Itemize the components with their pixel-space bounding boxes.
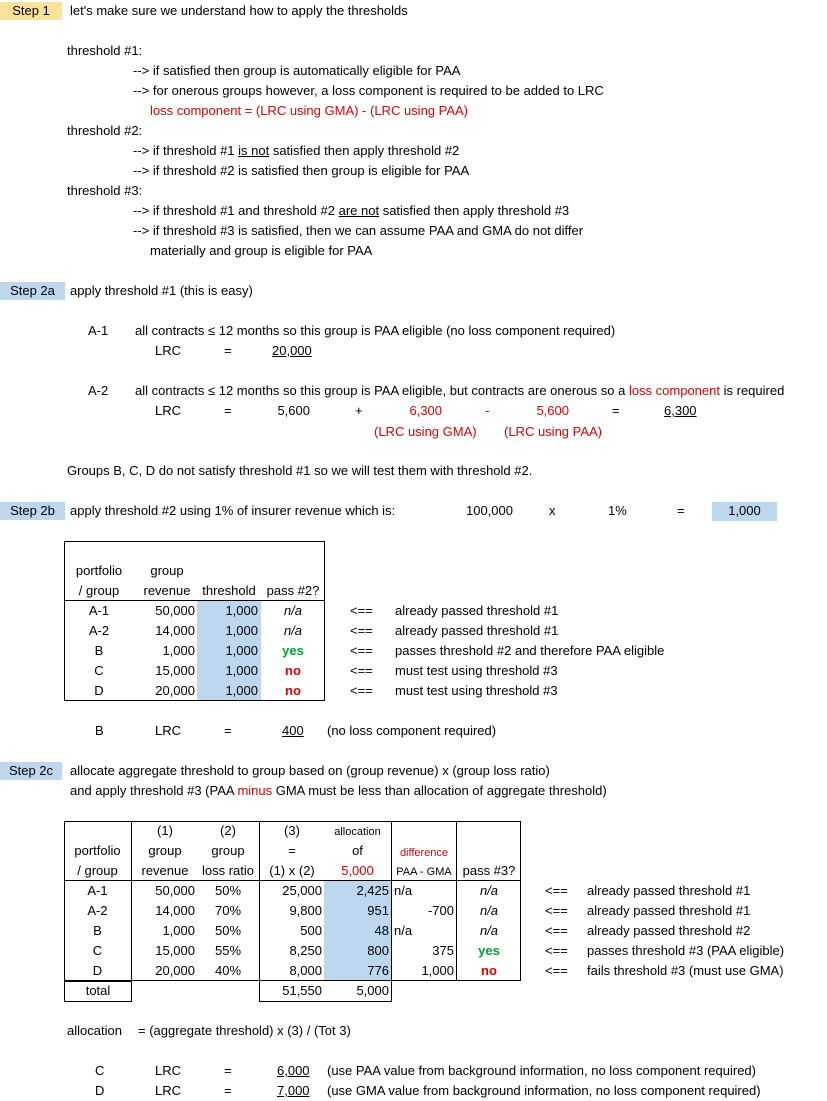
total-label: total: [85, 983, 111, 998]
d-final-label: D: [95, 1083, 105, 1098]
row-loss-ratio: 70%: [215, 903, 242, 918]
c-final-lrc-label: LRC: [155, 1063, 182, 1078]
row-note: fails threshold #3 (must use GMA): [587, 963, 784, 978]
row-revenue: 14,000: [155, 903, 195, 918]
d-final-equals: =: [224, 1083, 232, 1098]
row-pass: yes: [282, 643, 304, 658]
row-note: already passed threshold #1: [395, 623, 559, 638]
a2-label: A-2: [88, 383, 109, 398]
row-note: must test using threshold #3: [395, 663, 558, 678]
row-revenue: 1,000: [162, 923, 195, 938]
row-group: C: [92, 943, 103, 958]
total-allocation: 5,000: [356, 983, 389, 998]
row-pass: n/a: [283, 603, 303, 618]
c-revenue-header-2: group: [148, 843, 182, 858]
row-allocation: 800: [367, 943, 389, 958]
allocation-formula-label: allocation: [67, 1023, 122, 1038]
col-pass2-header: pass #2?: [266, 583, 320, 598]
row-group: B: [94, 643, 104, 658]
c-portfolio-header-2: / group: [77, 863, 118, 878]
row-arrow: <==: [350, 683, 373, 698]
threshold-3-rule-b: --> if threshold #3 is satisfied, then we can assume PAA and GMA do not differ: [133, 223, 584, 238]
row-pass: n/a: [479, 883, 499, 898]
row-pass: yes: [478, 943, 500, 958]
row-revenue: 15,000: [155, 943, 195, 958]
row-arrow: <==: [545, 883, 568, 898]
equals-sign: =: [677, 503, 685, 518]
c-portfolio-header-1: portfolio: [74, 843, 121, 858]
c-pass3-header: pass #3?: [462, 863, 516, 878]
row-allocation: 2,425: [356, 883, 389, 898]
total-product: 51,550: [282, 983, 322, 998]
c-allocation-header-1: allocation: [334, 826, 381, 838]
threshold-2-title: threshold #2:: [67, 123, 143, 138]
c-allocation-header-3: 5,000: [341, 863, 374, 878]
col-threshold-header: threshold: [202, 583, 256, 598]
row-arrow: <==: [350, 623, 373, 638]
a2-value-gma: 6,300: [409, 403, 442, 418]
threshold-3-title: threshold #3:: [67, 183, 143, 198]
row-revenue: 50,000: [155, 603, 195, 618]
step-1-label: Step 1: [12, 3, 50, 18]
row-arrow: <==: [545, 943, 568, 958]
row-revenue: 14,000: [155, 623, 195, 638]
col-portfolio-header-2: / group: [78, 583, 120, 598]
row-difference: -700: [427, 903, 454, 918]
row-difference: 1,000: [421, 963, 454, 978]
row-group: A-1: [88, 603, 110, 618]
row-revenue: 20,000: [155, 963, 195, 978]
c-revenue-header-3: revenue: [141, 863, 189, 878]
step-2b-label: Step 2b: [10, 503, 55, 518]
c-product-header-1: (3): [284, 823, 300, 838]
row-arrow: <==: [350, 603, 373, 618]
b-note: (no loss component required): [327, 723, 497, 738]
row-product: 500: [300, 923, 322, 938]
c-lossratio-header-3: loss ratio: [201, 863, 255, 878]
a2-equals: =: [224, 403, 232, 418]
a1-label: A-1: [88, 323, 109, 338]
row-pass: no: [285, 663, 301, 678]
step-2c-heading-2: and apply threshold #3 (PAA minus GMA must be less than allocation of aggregate threshold): [70, 783, 607, 798]
c-lossratio-header-1: (2): [220, 823, 236, 838]
a2-result: 6,300: [664, 403, 697, 418]
row-product: 8,250: [289, 943, 322, 958]
row-threshold: 1,000: [225, 623, 258, 638]
b-label: B: [95, 723, 104, 738]
row-difference: n/a: [394, 923, 413, 938]
table-2c-header-rule: [64, 880, 521, 881]
c-allocation-header-2: of: [352, 843, 363, 858]
a2-value-paa: 5,600: [536, 403, 569, 418]
row-note: must test using threshold #3: [395, 683, 558, 698]
a2-description: all contracts ≤ 12 months so this group is PAA eligible, but contracts are onerous so a loss component is required: [135, 383, 785, 398]
allocation-formula: = (aggregate threshold) x (3) / (Tot 3): [138, 1023, 351, 1038]
row-threshold: 1,000: [225, 683, 258, 698]
threshold-1-rule-b: --> for onerous groups however, a loss component is required to be added to LRC: [133, 83, 604, 98]
threshold-2-rule-a: --> if threshold #1 is not satisfied then apply threshold #2: [133, 143, 460, 158]
row-note: already passed threshold #1: [395, 603, 559, 618]
row-difference: 375: [432, 943, 454, 958]
loss-component-formula: loss component = (LRC using GMA) - (LRC using PAA): [150, 103, 469, 118]
row-group: D: [94, 683, 104, 698]
step-2a-heading: apply threshold #1 (this is easy): [70, 283, 253, 298]
row-loss-ratio: 40%: [215, 963, 242, 978]
row-note: already passed threshold #1: [587, 883, 751, 898]
c-product-header-3: (1) x (2): [269, 863, 315, 878]
threshold-3-rule-a: --> if threshold #1 and threshold #2 are not satisfied then apply threshold #3: [133, 203, 570, 218]
col-portfolio-header-1: portfolio: [75, 563, 123, 578]
a1-description: all contracts ≤ 12 months so this group is PAA eligible (no loss component required): [135, 323, 616, 338]
c-difference-header-1: difference: [399, 847, 449, 859]
row-product: 8,000: [289, 963, 322, 978]
col-revenue-header-2: revenue: [143, 583, 191, 598]
a2-plus: +: [355, 403, 363, 418]
row-product: 9,800: [289, 903, 322, 918]
a2-value-1: 5,600: [277, 403, 310, 418]
row-pass: no: [285, 683, 301, 698]
row-allocation: 48: [374, 923, 389, 938]
threshold-3-rule-c: materially and group is eligible for PAA: [150, 243, 373, 258]
a2-lrc-label: LRC: [155, 403, 182, 418]
row-allocation: 776: [367, 963, 389, 978]
row-arrow: <==: [545, 923, 568, 938]
a1-equals: =: [224, 343, 232, 358]
c-lossratio-header-2: group: [211, 843, 245, 858]
step-2c-heading-1: allocate aggregate threshold to group based on (group revenue) x (group loss ratio): [70, 763, 550, 778]
c-final-equals: =: [224, 1063, 232, 1078]
b-equals: =: [224, 723, 232, 738]
step-1-heading: let's make sure we understand how to apply the thresholds: [70, 3, 408, 18]
c-difference-header-2: PAA - GMA: [396, 866, 452, 878]
a2-minus: -: [485, 403, 490, 418]
c-final-lrc-value: 6,000: [277, 1063, 310, 1078]
total-bottom-rule: [259, 1001, 392, 1002]
row-loss-ratio: 50%: [215, 923, 242, 938]
row-group: A-1: [87, 883, 108, 898]
row-revenue: 15,000: [155, 663, 195, 678]
insurer-revenue: 100,000: [466, 503, 513, 518]
a1-lrc-value: 20,000: [272, 343, 312, 358]
row-note: already passed threshold #1: [587, 903, 751, 918]
row-loss-ratio: 55%: [215, 943, 242, 958]
row-pass: no: [481, 963, 497, 978]
d-final-note: (use GMA value from background information, no loss component required): [327, 1083, 761, 1098]
row-revenue: 20,000: [155, 683, 195, 698]
row-note: already passed threshold #2: [587, 923, 751, 938]
b-lrc-label: LRC: [155, 723, 182, 738]
row-group: B: [93, 923, 102, 938]
col-revenue-header-1: group: [150, 563, 184, 578]
threshold-result: 1,000: [728, 503, 761, 518]
step-2b-heading: apply threshold #2 using 1% of insurer revenue which is:: [70, 503, 396, 518]
times-sign: x: [549, 503, 556, 518]
threshold-1-rule-a: --> if satisfied then group is automatically eligible for PAA: [133, 63, 461, 78]
c-final-note: (use PAA value from background information, no loss component required): [327, 1063, 756, 1078]
a1-lrc-label: LRC: [155, 343, 182, 358]
row-threshold: 1,000: [225, 643, 258, 658]
row-group: A-2: [87, 903, 108, 918]
groups-note: Groups B, C, D do not satisfy threshold #1 so we will test them with threshold #2.: [67, 463, 533, 478]
row-note: passes threshold #2 and therefore PAA eligible: [395, 643, 665, 658]
threshold-2-rule-b: --> if threshold #2 is satisfied then group is eligible for PAA: [133, 163, 470, 178]
row-threshold: 1,000: [225, 603, 258, 618]
row-difference: n/a: [394, 883, 413, 898]
row-group: D: [92, 963, 103, 978]
a2-equals-2: =: [612, 403, 620, 418]
c-revenue-header-1: (1): [157, 823, 173, 838]
c-product-header-2: =: [288, 843, 296, 858]
row-pass: n/a: [479, 903, 499, 918]
table-2b-header-rule: [64, 600, 325, 601]
c-final-label: C: [95, 1063, 105, 1078]
threshold-1-title: threshold #1:: [67, 43, 143, 58]
row-allocation: 951: [367, 903, 389, 918]
threshold-percent: 1%: [608, 503, 627, 518]
row-loss-ratio: 50%: [215, 883, 242, 898]
d-final-lrc-value: 7,000: [277, 1083, 310, 1098]
d-final-lrc-label: LRC: [155, 1083, 182, 1098]
row-arrow: <==: [350, 643, 373, 658]
step-2c-label: Step 2c: [8, 763, 54, 778]
step-2a-label: Step 2a: [10, 283, 55, 298]
a2-note-paa: (LRC using PAA): [504, 424, 603, 439]
row-threshold: 1,000: [225, 663, 258, 678]
row-arrow: <==: [545, 963, 568, 978]
row-group: C: [94, 663, 104, 678]
b-lrc-value: 400: [282, 723, 304, 738]
row-arrow: <==: [545, 903, 568, 918]
row-revenue: 50,000: [155, 883, 195, 898]
row-revenue: 1,000: [162, 643, 195, 658]
table-2c-divider-1: [131, 821, 132, 981]
row-pass: n/a: [283, 623, 303, 638]
row-group: A-2: [88, 623, 110, 638]
row-arrow: <==: [350, 663, 373, 678]
a2-note-gma: (LRC using GMA): [374, 424, 477, 439]
row-product: 25,000: [282, 883, 322, 898]
row-pass: n/a: [479, 923, 499, 938]
row-note: passes threshold #3 (PAA eligible): [587, 943, 785, 958]
